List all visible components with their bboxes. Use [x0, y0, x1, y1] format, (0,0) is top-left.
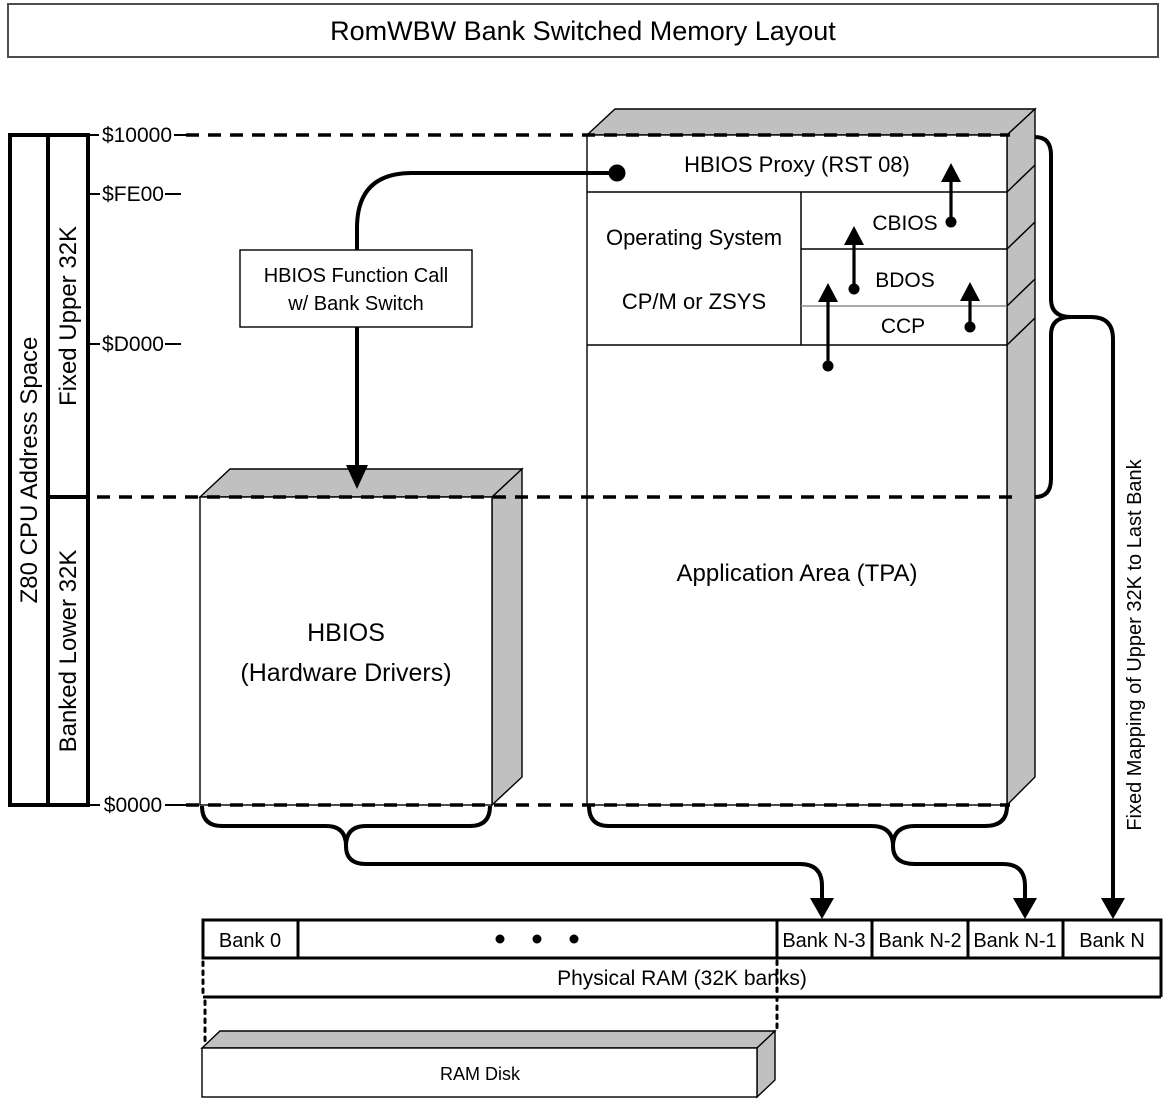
bank-n3-label: Bank N-3 [782, 930, 866, 952]
function-call-origin-dot [609, 165, 626, 182]
os-box-side-face [1007, 109, 1035, 805]
bank-n3-arrowhead [810, 898, 834, 919]
banked-lower-32k-label: Banked Lower 32K [55, 549, 82, 753]
cbios-label: CBIOS [872, 212, 938, 235]
address-label-fe00: $FE00 [102, 183, 164, 206]
operating-system-label: Operating System [605, 225, 783, 250]
ram-disk-label: RAM Disk [440, 1064, 520, 1084]
address-label-10000: $10000 [101, 124, 173, 147]
function-call-label-line2: w/ Bank Switch [288, 293, 424, 315]
bank-n-arrowhead [1101, 898, 1125, 919]
bank-n1-arrowhead [1013, 898, 1037, 919]
hbios-to-bank-n3-brace [202, 806, 834, 919]
fixed-upper-32k-label: Fixed Upper 32K [55, 225, 82, 407]
os-box-top-face [587, 109, 1035, 135]
function-call-box [240, 250, 472, 327]
ccp-label: CCP [880, 315, 926, 338]
cpu-address-space-label: Z80 CPU Address Space [16, 336, 43, 604]
upper-32k-to-bank-n-brace [1035, 137, 1125, 919]
hbios-proxy-label: HBIOS Proxy (RST 08) [684, 152, 910, 177]
bank-n-label: Bank N [1079, 930, 1145, 952]
address-label-0000: $0000 [103, 794, 163, 817]
fixed-mapping-note: Fixed Mapping of Upper 32K to Last Bank [1124, 459, 1146, 831]
hbios-box-front-face [200, 497, 492, 805]
bank-n1-label: Bank N-1 [973, 930, 1057, 952]
diagram-title: RomWBW Bank Switched Memory Layout [330, 16, 836, 46]
bank-n2-label: Bank N-2 [878, 930, 962, 952]
hbios-label-line2: (Hardware Drivers) [240, 659, 452, 687]
bank-0-label: Bank 0 [218, 930, 282, 952]
tpa-label: Application Area (TPA) [676, 560, 918, 587]
hbios-label-line1: HBIOS [307, 619, 385, 647]
ram-disk-top-face [202, 1031, 775, 1048]
cpm-zsys-label: CP/M or ZSYS [621, 289, 767, 314]
physical-ram-label: Physical RAM (32K banks) [557, 967, 807, 990]
bdos-label: BDOS [875, 269, 935, 292]
address-label-d000: $D000 [102, 333, 164, 356]
hbios-box-side-face [492, 469, 522, 805]
function-call-label-line1: HBIOS Function Call [263, 265, 449, 287]
function-call-curve [357, 173, 617, 250]
address-ticks [88, 135, 186, 805]
